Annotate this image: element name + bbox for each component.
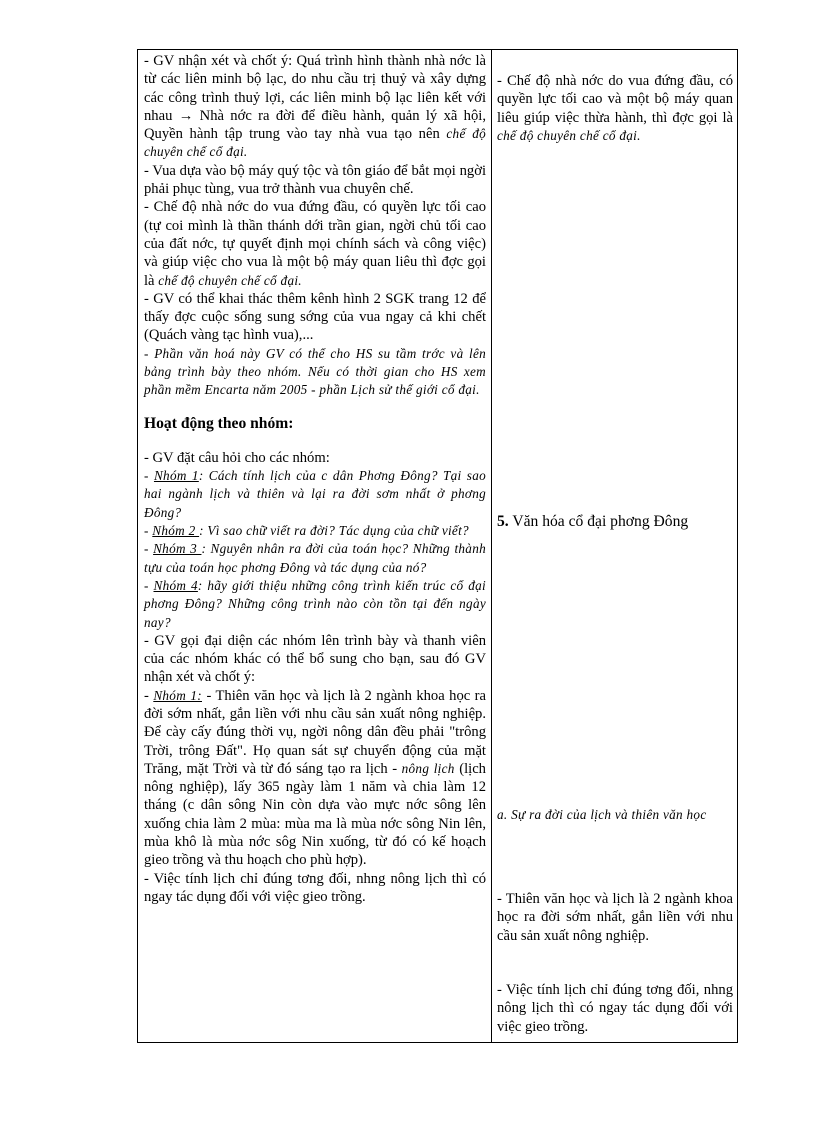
paragraph-regime [144, 198, 486, 289]
student-content-column [497, 50, 733, 1042]
text: - GV nhận xét và chốt ý: Quá trình hình thành nhà nớc là từ các liên minh bộ lạc, do nhu cầu trị thuỷ và xây dựng các công trình thuỷ lợi, các liên minh bộ lạc liên kết với nhau [144, 53, 486, 124]
section-title-text: Văn hóa cổ đại phơng Đông [508, 513, 689, 530]
definition-block [497, 72, 733, 145]
group-1-question: - Nhóm 1: Cách tính lịch của c dân Phơng Đông? Tại sao hai ngành lịch và thiên và lại ra đời sơm nhất ở phơng Đông? [144, 468, 486, 520]
text: : Vì sao chữ viết ra đời? Tác dụng của chữ viết? [199, 523, 469, 539]
text: : hãy giới thiệu những công trình kiến trúc cổ đại phơng Đông? Những công trình nào còn tồn tại đến ngày nay? [144, 577, 486, 630]
group-2-question: - Nhóm 2 : Vì sao chữ viết ra đời? Tác dụng của chữ viết? [144, 523, 469, 539]
text: - Thiên văn học và lịch là 2 ngành khoa học ra đời sớm nhất, gắn liền với nhu cầu sản xuất nông nghiệp. Để cày cấy đúng thời vụ, ngời nông dân đều phải "trông Trời, trông Đất". Họ quan sát sự chuyển động của mặt Trăng, mặt Trời và từ đó sáng tạo ra lịch - [144, 687, 486, 777]
group-4-question: - Nhóm 4: hãy giới thiệu những công trình kiến trúc cổ đại phơng Đông? Những công trình nào còn tồn tại đến ngày nay? [144, 577, 486, 630]
paragraph-image-channel: - GV có thể khai thác thêm kênh hình 2 SGK trang 12 để thấy đợc cuộc sống sung sớng của vua ngay cả khi chết (Quách vàng tạc hình vua),... [144, 290, 486, 344]
paragraph-culture-note: - Phần văn hoá này GV có thể cho HS su tầm trớc và lên bảng trình bày theo nhóm. Nếu có thời gian cho HS xem phần mềm Encarta năm 2005 - phần Lịch sử thế giới cổ đại. [144, 345, 486, 398]
text: - Chế độ nhà nớc do vua đứng đầu, có quyền lực tối cao và một bộ máy quan liêu giúp việc thừa hành, thì đợc gọi là [497, 73, 733, 126]
arrow-right-icon: → [178, 107, 194, 124]
column-divider [491, 50, 492, 1042]
paragraph-presentation: - GV gọi đại diện các nhóm lên trình bày và thanh viên của các nhóm khác có thể bổ sung cho bạn, sau đó GV nhận xét và chốt ý: [144, 632, 486, 686]
group-3-question: - Nhóm 3 : Nguyên nhân ra đời của toán học? Những thành tựu của toán học phơng Đông và tác dụng của nó? [144, 541, 486, 575]
group-label: Nhóm 3 [153, 541, 202, 557]
paragraph-questions-intro: - GV đặt câu hỏi cho các nhóm: [144, 449, 330, 466]
group-activity-heading: Hoạt động theo nhóm: [144, 415, 294, 433]
text: : Nguyên nhân ra đời của toán học? Những thành tựu của toán học phơng Đông và tác dụng của nó? [144, 541, 486, 575]
italic-term: chế độ chuyên chế cổ đại. [158, 272, 302, 288]
paragraph-conclusion [144, 52, 486, 162]
paragraph-calendar: - Việc tính lịch chỉ đúng tơng đối, nhng nông lịch thì có ngay tác dụng đối với việc gieo trồng. [144, 870, 486, 905]
teacher-activity-column [144, 52, 486, 906]
summary-point-1: - Thiên văn học và lịch là 2 ngành khoa học ra đời sớm nhất, gắn liền với nhu cầu sản xuất nông nghiệp. [497, 891, 733, 944]
paragraph-king: - Vua dựa vào bộ máy quý tộc và tôn giáo để bắt mọi ngời phải phục tùng, vua trở thành vua chuyên chế. [144, 162, 486, 198]
content-table [137, 49, 738, 1043]
group-label: Nhóm 1: [153, 687, 202, 703]
group-label: Nhóm 2 [152, 523, 200, 539]
text: Nhà nớc ra đời để điều hành, quản lý xã hội, Quyền hành tập trung vào tay nhà vua tạo nên [144, 107, 486, 143]
group-label: Nhóm 1 [153, 468, 199, 484]
text: (lịch nông nghiệp), lấy 365 ngày làm 1 năm và chia làm 12 tháng (c dân sông Nin còn dựa vào mực nớc sông lên xuống chia làm 2 mùa: mùa ma là mùa nớc sông Nin lên, mùa khô là mùa nớc sôg Nin xuống, từ đó có kế hoạch gieo trồng và thu hoạch cho phù hợp). [144, 760, 486, 869]
italic-term: chế độ chuyên chế cổ đại. [497, 127, 641, 143]
text: : Cách tính lịch của c dân Phơng Đông? Tại sao hai ngành lịch và thiên và lại ra đời sơm nhất ở phơng Đông? [144, 468, 486, 520]
italic-term: chế độ chuyên chế cổ đại. [144, 126, 486, 160]
subsection-title: a. Sự ra đời của lịch và thiên văn học [497, 807, 707, 822]
paragraph-group-1-answer: - Nhóm 1: - Thiên văn học và lịch là 2 ngành khoa học ra đời sớm nhất, gắn liền với nhu cầu sản xuất nông nghiệp. Để cày cấy đúng thời vụ, ngời nông dân đều phải "trông Trời, trông Đất". Họ quan sát sự chuyển động của mặt Trăng, mặt Trời và từ đó sáng tạo ra lịch - nông lịch (lịch nông nghiệp), lấy 365 ngày làm 1 năm và chia làm 12 tháng (c dân sông Nin còn dựa vào mực nớc sông lên xuống chia làm 2 mùa: mùa ma là mùa nớc sông Nin lên, mùa khô là mùa nớc sôg Nin xuống, từ đó có kế hoạch gieo trồng và thu hoạch cho phù hợp). [144, 687, 486, 869]
text: - Chế độ nhà nớc do vua đứng đầu, có quyền lực tối cao (tự coi mình là thần thánh dới trần gian, ngời chủ tối cao của đất nớc, tự quyết định mọi chính sách và công việc) và giúp việc cho vua là một bộ máy quan liêu thì đợc gọi là [144, 199, 486, 289]
group-label: Nhóm 4 [153, 577, 198, 593]
italic-term: nông lịch [401, 760, 455, 776]
section-number: 5. [497, 513, 509, 530]
summary-point-2: - Việc tính lịch chỉ đúng tơng đối, nhng nông lịch thì có ngay tác dụng đối với việc gieo trồng. [497, 982, 733, 1035]
section-title [497, 513, 733, 531]
